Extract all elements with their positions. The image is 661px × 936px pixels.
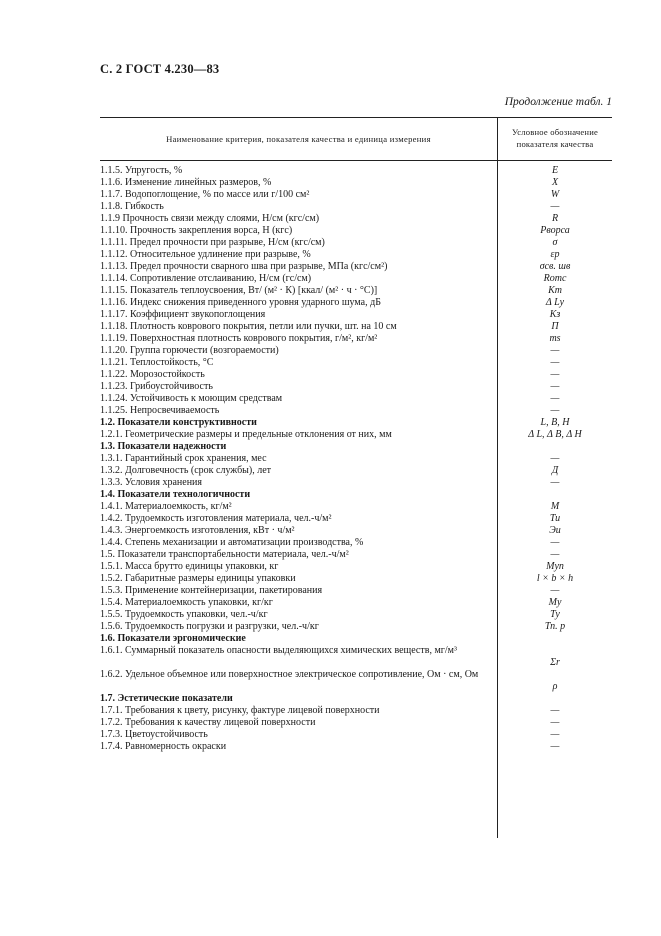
indicator-symbol: R (551, 213, 559, 224)
indicator-name: 1.5.2. Габаритные размеры единицы упаковки (100, 573, 296, 584)
table-header-rule (100, 160, 612, 161)
indicator-name: 1.1.20. Группа горючести (возгораемости) (100, 345, 279, 356)
indicator-symbol: — (550, 345, 560, 356)
indicator-name: 1.1.13. Предел прочности сварного шва при разрыве, МПа (кгс/см²) (100, 261, 388, 272)
indicator-symbol: Δ Lу (545, 297, 565, 308)
indicator-name: 1.4.2. Трудоемкость изготовления материала, чел.-ч/м² (100, 513, 332, 524)
indicator-name: 1.5.6. Трудоемкость погрузки и разгрузки, чел.-ч/кг (100, 621, 319, 632)
indicator-symbol: Кт (548, 285, 562, 296)
indicator-name: 1.7.2. Требования к качеству лицевой поверхности (100, 717, 316, 728)
table-row (100, 237, 612, 249)
section-title: 1.3. Показатели надежности (100, 441, 227, 452)
indicator-name: 1.1.11. Предел прочности при разрыве, Н/см (кгс/см) (100, 237, 325, 248)
section-title: 1.4. Показатели технологичности (100, 489, 251, 500)
table-row (100, 597, 612, 609)
table-row (100, 381, 612, 393)
indicator-name: 1.3.1. Гарантийный срок хранения, мес (100, 453, 267, 464)
table-row (100, 273, 612, 285)
indicator-symbol: Ту (550, 609, 560, 620)
indicator-symbol: П (551, 321, 559, 332)
indicator-name: 1.1.22. Морозостойкость (100, 369, 205, 380)
indicator-symbol: — (550, 453, 560, 464)
table-row (100, 333, 612, 345)
indicator-symbol: Mу (548, 597, 562, 608)
indicator-symbol: E (551, 165, 559, 176)
indicator-name: 1.6.1. Суммарный показатель опасности выделяющихся химических веществ, мг/м³ (100, 645, 457, 656)
indicator-symbol: — (550, 537, 560, 548)
table-row (100, 309, 612, 321)
table-row (100, 573, 612, 585)
indicator-symbol: W (550, 189, 560, 200)
indicator-symbol: ρ (552, 681, 558, 692)
indicator-symbol: Д (551, 465, 559, 476)
indicator-symbol: — (550, 405, 560, 416)
table-row (100, 165, 612, 177)
table-row (100, 369, 612, 381)
table-section-row (100, 633, 612, 645)
table-section-row (100, 693, 612, 705)
table-row (100, 501, 612, 513)
indicator-name: 1.7.3. Цветоустойчивость (100, 729, 208, 740)
table-row (100, 297, 612, 309)
table-row (100, 201, 612, 213)
column-header-symbol-line2: показателя качества (516, 139, 594, 149)
indicator-symbol: σсв. шв (539, 261, 571, 272)
page-header-title: С. 2 ГОСТ 4.230—83 (100, 62, 220, 76)
indicator-name: 1.1.12. Относительное удлинение при разрыве, % (100, 249, 311, 260)
indicator-symbol: Mуп (546, 561, 564, 572)
table-row (100, 249, 612, 261)
indicator-name: 1.1.8. Гибкость (100, 201, 164, 212)
table-continuation-label: Продолжение табл. 1 (504, 96, 612, 108)
indicator-symbol: εр (550, 249, 560, 260)
indicator-name: 1.7.4. Равномерность окраски (100, 741, 227, 752)
table-section-row (100, 441, 612, 453)
indicator-name: 1.1.23. Грибоустойчивость (100, 381, 213, 392)
indicator-symbol: — (550, 705, 560, 716)
table-row (100, 189, 612, 201)
table-section-row (100, 417, 612, 429)
indicator-symbol: Эи (549, 525, 561, 536)
indicator-name: 1.1.18. Плотность коврового покрытия, петли или пучки, шт. на 10 см (100, 321, 397, 332)
indicator-name: 1.5.5. Трудоемкость упаковки, чел.-ч/кг (100, 609, 268, 620)
indicator-symbol: — (550, 729, 560, 740)
indicator-name: 1.1.17. Коэффициент звукопоглощения (100, 309, 266, 320)
table-top-rule (100, 117, 612, 118)
table-row (100, 549, 612, 561)
indicator-symbol: — (550, 717, 560, 728)
table-row (100, 717, 612, 729)
table-row (100, 345, 612, 357)
indicator-symbol: Δ L, Δ B, Δ H (528, 429, 582, 440)
table-section-row (100, 489, 612, 501)
table-row (100, 477, 612, 489)
indicator-name: 1.5. Показатели транспортабельности материала, чел.-ч/м² (100, 549, 349, 560)
table-row (100, 429, 612, 441)
indicator-symbol: — (550, 381, 560, 392)
indicator-symbol: — (550, 585, 560, 596)
indicator-name: 1.3.2. Долговечность (срок службы), лет (100, 465, 272, 476)
table-row (100, 357, 612, 369)
indicator-name: 1.5.3. Применение контейнеризации, пакетирования (100, 585, 323, 596)
indicator-name: 1.4.3. Энергоемкость изготовления, кВт · ч/м² (100, 525, 295, 536)
indicator-symbol: Ти (549, 513, 561, 524)
indicator-name: 1.1.9 Прочность связи между слоями, Н/см (кгс/см) (100, 213, 320, 224)
indicator-symbol: — (550, 477, 560, 488)
table-row (100, 513, 612, 525)
table-row (100, 705, 612, 717)
indicator-symbol: Тп. р (544, 621, 566, 632)
indicator-name: 1.3.3. Условия хранения (100, 477, 203, 488)
indicator-symbol: L, B, H (540, 417, 570, 428)
column-header-symbol-line1: Условное обозначение (511, 127, 599, 137)
indicator-symbol: X (551, 177, 559, 188)
indicator-name: 1.1.14. Сопротивление отслаиванию, Н/см (гс/см) (100, 273, 312, 284)
indicator-name: 1.1.21. Теплостойкость, °С (100, 357, 214, 368)
table-row (100, 405, 612, 417)
table-row (100, 177, 612, 189)
table-row (100, 585, 612, 597)
indicator-symbol: М (550, 501, 560, 512)
table-row (100, 213, 612, 225)
column-header-symbol (498, 126, 612, 150)
table-row (100, 261, 612, 273)
indicator-name: 1.1.15. Показатель теплоусвоения, Вт/ (м² · К) [ккал/ (м² · ч · °С)] (100, 285, 378, 296)
table-row (100, 465, 612, 477)
indicator-name: 1.6.2. Удельное объемное или поверхностное электрическое сопротивление, Ом · см, Ом (100, 669, 479, 680)
indicator-symbol: ms (549, 333, 561, 344)
indicator-symbol: Pворса (540, 225, 570, 236)
indicator-name: 1.4.4. Степень механизации и автоматизации производства, % (100, 537, 364, 548)
section-title: 1.6. Показатели эргономические (100, 633, 246, 644)
table-row (100, 609, 612, 621)
table-row (100, 393, 612, 405)
indicator-symbol: — (550, 369, 560, 380)
table-row (100, 525, 612, 537)
indicator-name: 1.1.19. Поверхностная плотность коврового покрытия, г/м², кг/м² (100, 333, 378, 344)
table-row (100, 225, 612, 237)
section-title: 1.7. Эстетические показатели (100, 693, 233, 704)
indicator-symbol: l × b × h (536, 573, 574, 584)
indicator-name: 1.4.1. Материалоемкость, кг/м² (100, 501, 232, 512)
indicator-symbol: — (550, 393, 560, 404)
indicator-name: 1.1.16. Индекс снижения приведенного уровня ударного шума, дБ (100, 297, 381, 308)
indicator-symbol: Кз (549, 309, 561, 320)
indicator-name: 1.1.25. Непросвечиваемость (100, 405, 220, 416)
table-row (100, 621, 612, 633)
indicator-symbol: — (550, 201, 560, 212)
table-row (100, 321, 612, 333)
table-row (100, 537, 612, 549)
indicator-symbol: — (550, 741, 560, 752)
indicator-name: 1.2.1. Геометрические размеры и предельные отклонения от них, мм (100, 429, 392, 440)
table-row (100, 285, 612, 297)
indicator-symbol: — (550, 357, 560, 368)
indicator-name: 1.1.5. Упругость, % (100, 165, 183, 176)
indicator-name: 1.5.1. Масса брутто единицы упаковки, кг (100, 561, 279, 572)
indicator-name: 1.1.10. Прочность закрепления ворса, Н (кгс) (100, 225, 293, 236)
indicator-name: 1.7.1. Требования к цвету, рисунку, фактуре лицевой поверхности (100, 705, 380, 716)
indicator-symbol: — (550, 549, 560, 560)
indicator-name: 1.5.4. Материалоемкость упаковки, кг/кг (100, 597, 273, 608)
indicator-symbol: Rотс (543, 273, 567, 284)
column-header-name: Наименование критерия, показателя качества и единица измерения (166, 134, 431, 144)
indicator-name: 1.1.6. Изменение линейных размеров, % (100, 177, 272, 188)
table-row (100, 729, 612, 741)
indicator-name: 1.1.7. Водопоглощение, % по массе или г/100 см² (100, 189, 310, 200)
table-row (100, 741, 612, 753)
section-title: 1.2. Показатели конструктивности (100, 417, 257, 428)
table-row (100, 645, 612, 669)
indicator-symbol: Σr (550, 657, 560, 668)
indicator-symbol: σ (552, 237, 558, 248)
table-row (100, 669, 612, 693)
table-body (100, 165, 612, 753)
table-row (100, 561, 612, 573)
indicator-name: 1.1.24. Устойчивость к моющим средствам (100, 393, 283, 404)
table-row (100, 453, 612, 465)
